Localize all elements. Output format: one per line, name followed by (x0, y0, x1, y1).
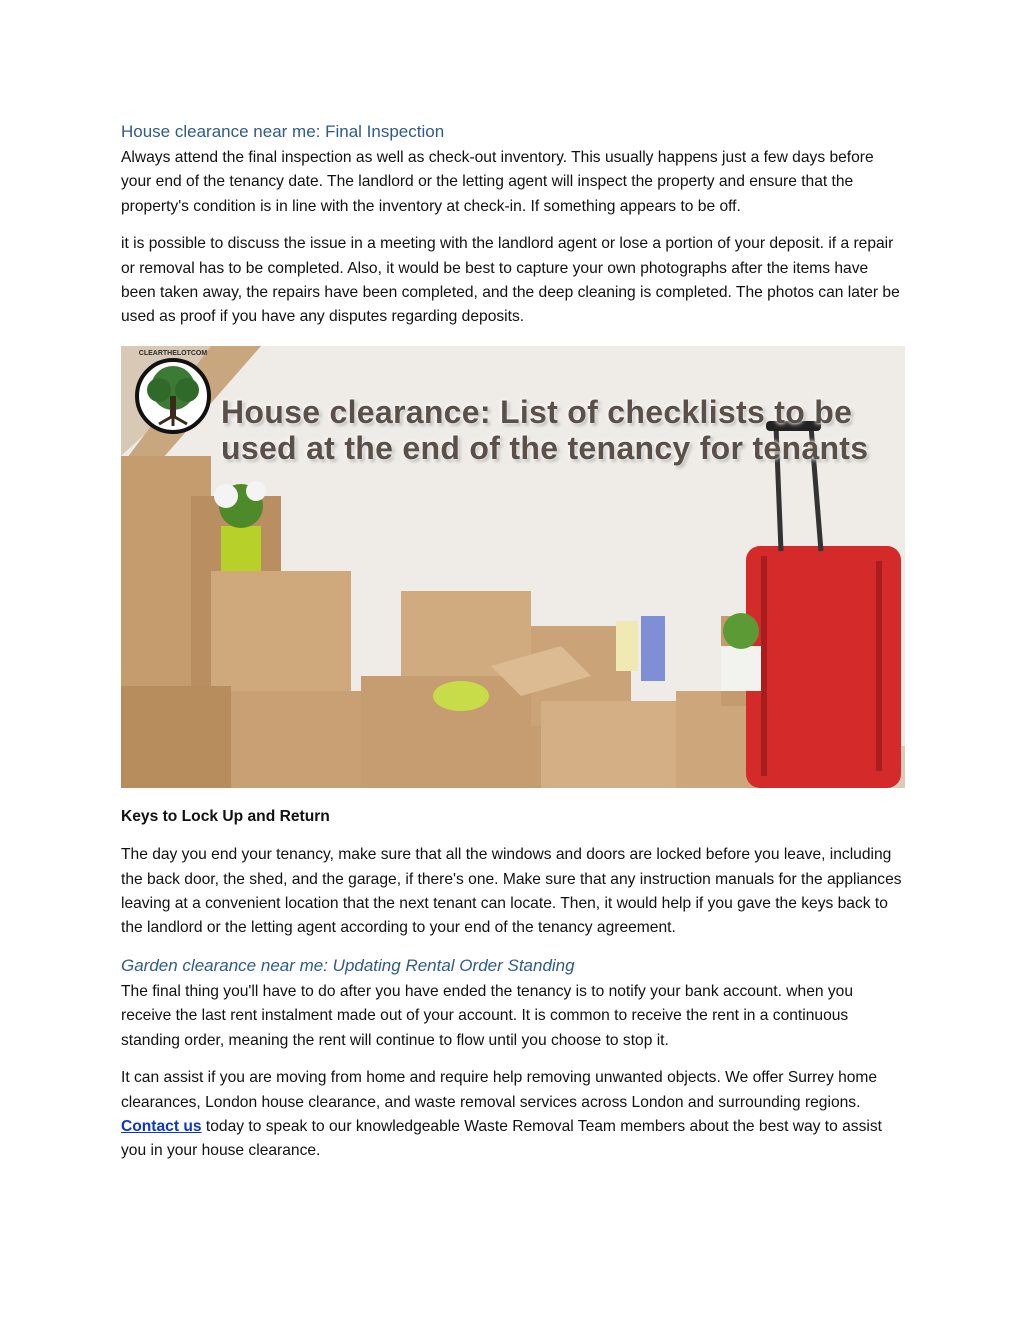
section-heading-keys: Keys to Lock Up and Return (121, 807, 330, 825)
logo-text: CLEARTHELOTCOM (138, 349, 208, 357)
contact-text-after: today to speak to our knowledgeable Waste Removal Team members about the best way to assist you in your house clearance. (121, 1117, 882, 1160)
paragraph-final-inspection-2: it is possible to discuss the issue in a meeting with the landlord agent or lose a portion of your deposit. if a repair or removal has to be completed. Also, it would be best to capture your own photographs after the items have been taken away, the repairs have been completed, and the deep cleaning is completed. The photos can later be used as proof if you have any disputes regarding deposits. (121, 235, 900, 326)
contact-text-before: It can assist if you are moving from home and require help removing unwanted objects. We offer Surrey home clearances, London house clearance, and waste removal services across London and surrounding regions. (121, 1069, 878, 1111)
hero-title: House clearance: List of checklists to be used at the end of the tenancy for tenants (221, 393, 869, 466)
contact-us-link[interactable]: Contact us (121, 1117, 202, 1135)
paragraph-final-inspection-1: Always attend the final inspection as well as check-out inventory. This usually happens just a few days before your end of the tenancy date. The landlord or the letting agent will inspect the property and ensure that the property's condition is in line with the inventory at check-in. If something appears to be off. (121, 149, 874, 215)
paragraph-standing-order: The final thing you'll have to do after you have ended the tenancy is to notify your bank account. when you receive the last rent instalment made out of your account. It is common to receive the rent in a continuous standing order, meaning the rent will continue to flow until you choose to stop it. (121, 982, 854, 1049)
paragraph-keys: The day you end your tenancy, make sure that all the windows and doors are locked before you leave, including the back door, the shed, and the garage, if there's one. Make sure that any instruction manuals for the appliances leaving at a convenient location that the next tenant can locate. Then, it would help if you gave the keys back to the landlord or the letting agent according to your end of the tenancy agreement. (121, 846, 902, 937)
company-logo (127, 350, 219, 434)
section-heading-garden-clearance: Garden clearance near me: Updating Rental Order Standing (121, 955, 575, 975)
tree-logo-icon (127, 350, 219, 434)
document-page (121, 118, 905, 1164)
paragraph-contact (121, 1066, 905, 1164)
hero-image (121, 346, 905, 788)
section-heading-final-inspection: House clearance near me: Final Inspection (121, 122, 445, 141)
